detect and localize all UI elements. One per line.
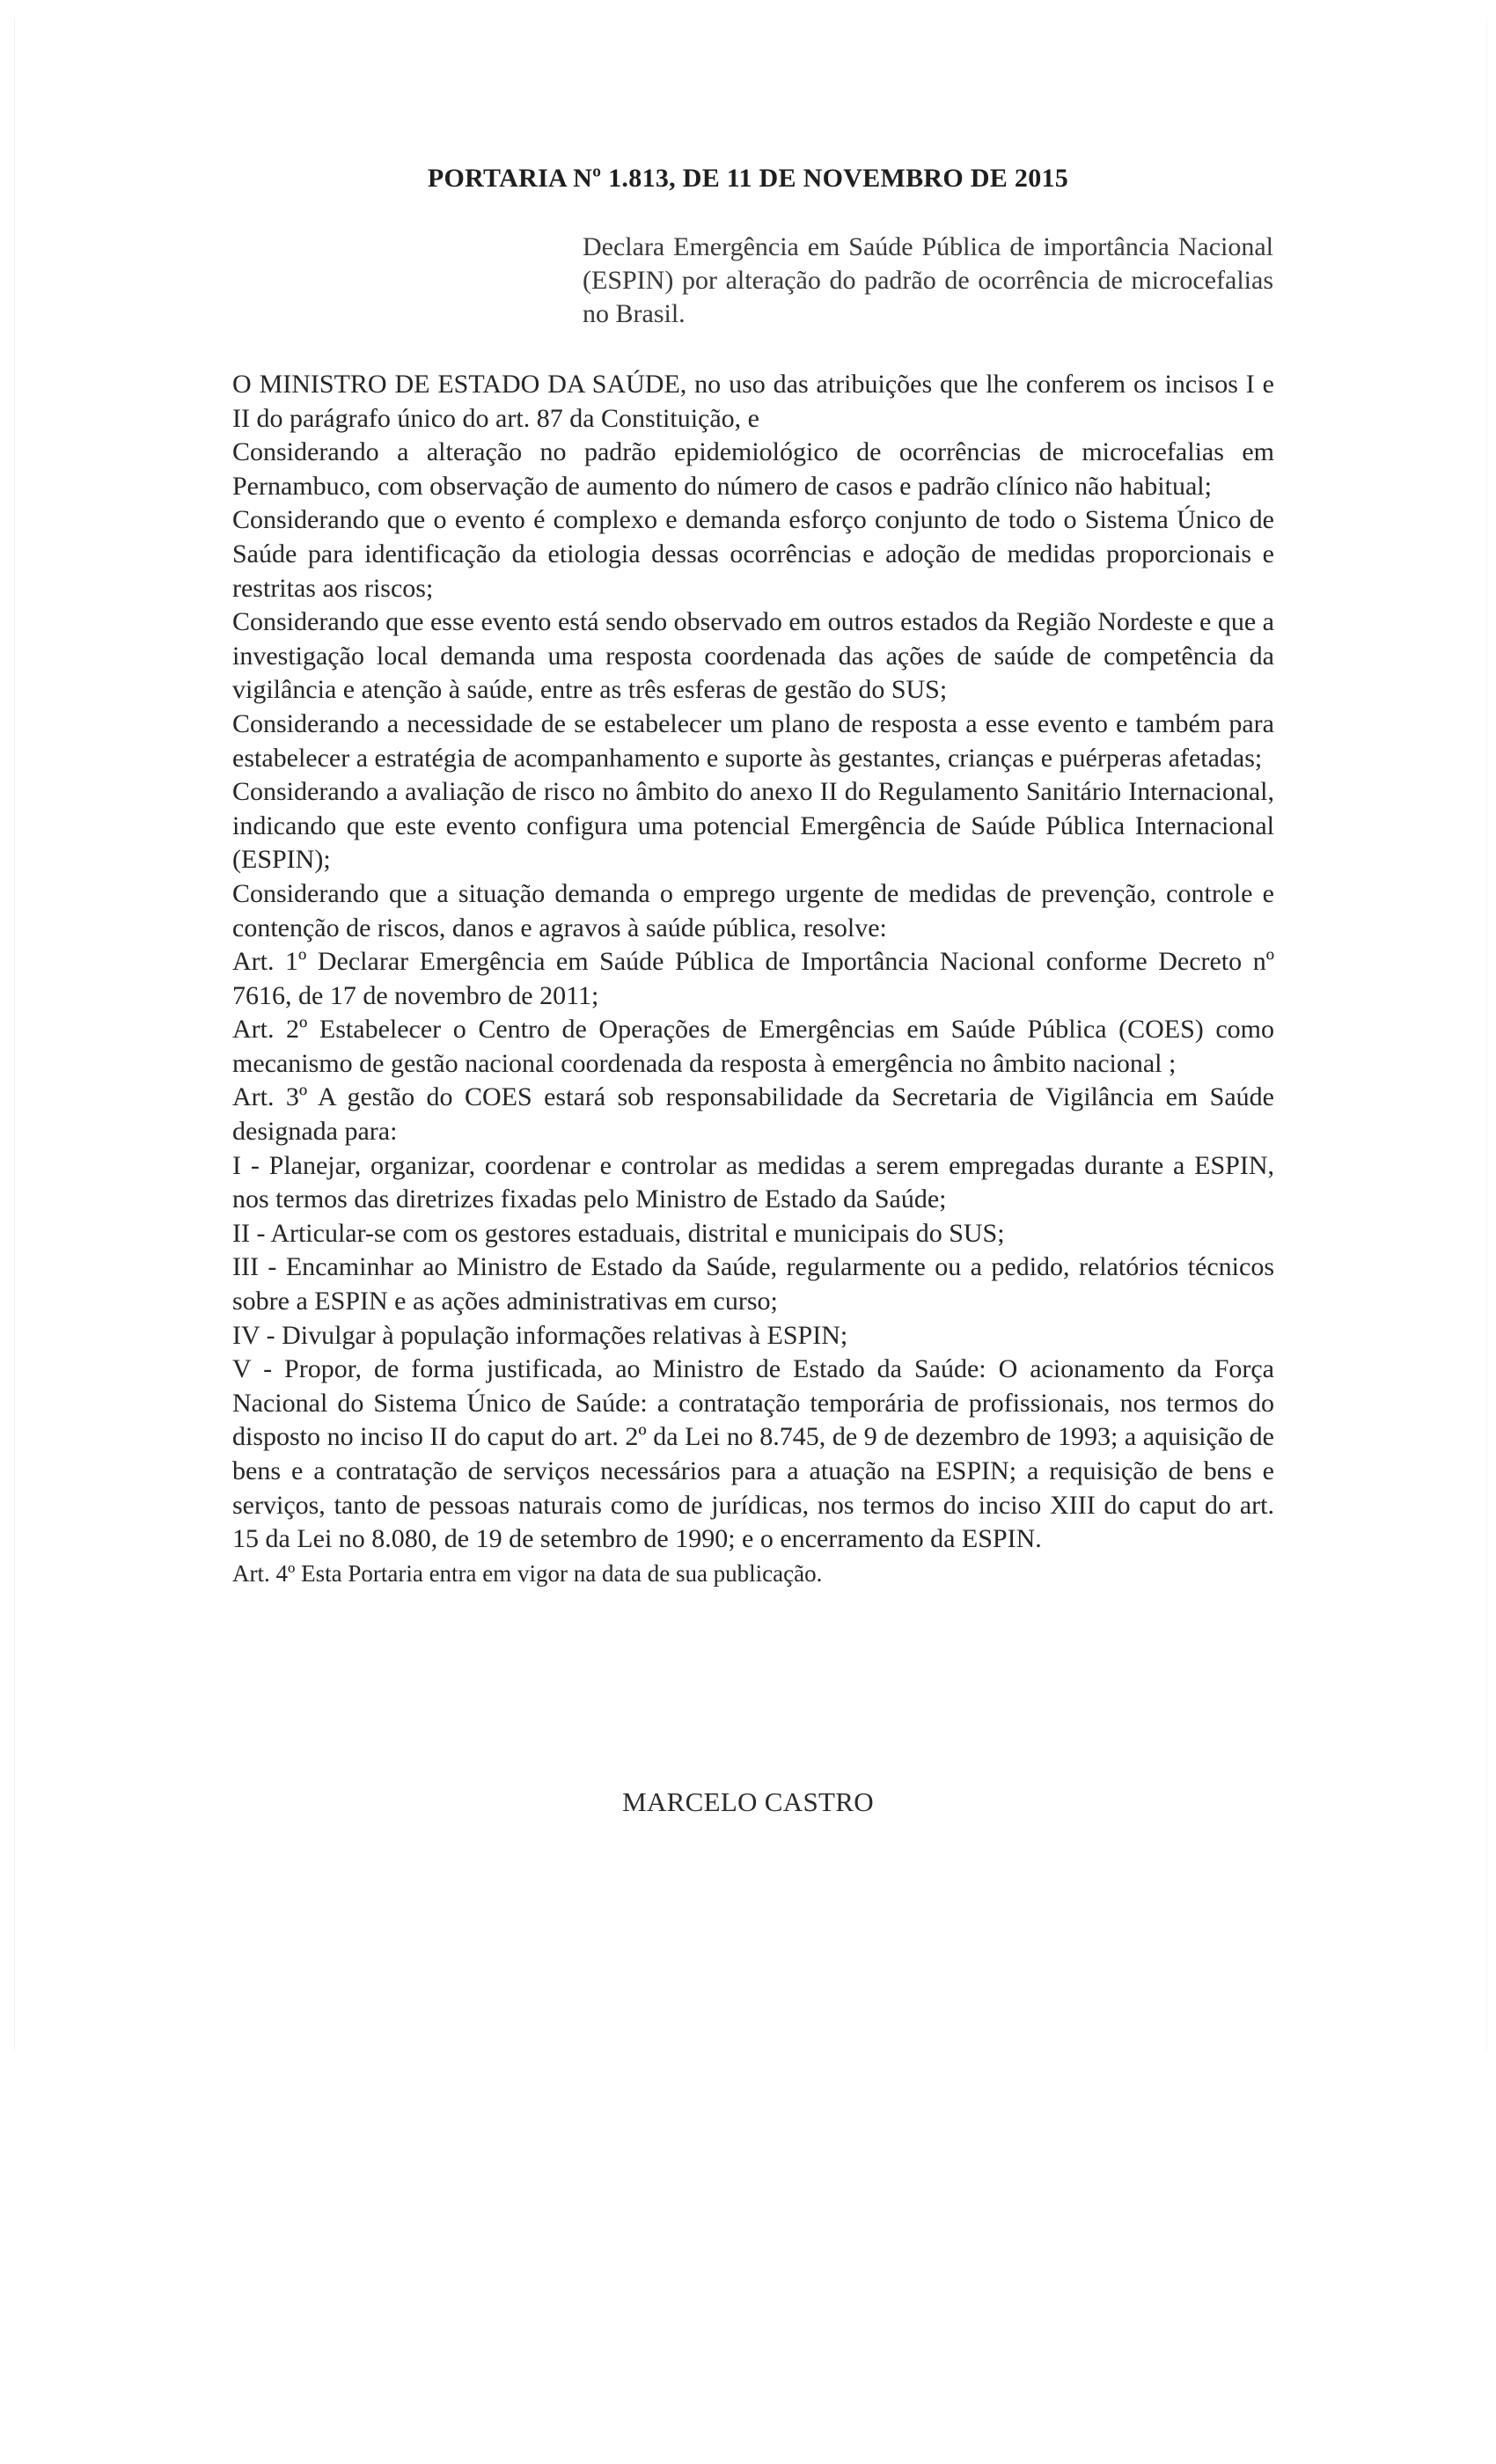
signature: MARCELO CASTRO [622, 1786, 874, 1817]
article-2: Art. 2º Estabelecer o Centro de Operações de Emergências em Saúde Pública (COES) como mecanismo de gestão nacional coordenada da resposta à emergência no âmbito nacional ; [232, 1015, 1274, 1078]
article-4: Art. 4º Esta Portaria entra em vigor na data de sua publicação. [232, 1559, 823, 1587]
preamble-paragraph: O MINISTRO DE ESTADO DA SAÚDE, no uso das atribuições que lhe conferem os incisos I e II do parágrafo único do art. 87 da Constituição, e [232, 370, 1274, 433]
considerando-paragraph: Considerando que a situação demanda o emprego urgente de medidas de prevenção, controle e contenção de riscos, danos e agravos à saúde pública, resolve: [232, 878, 1274, 942]
inciso-i: I - Planejar, organizar, coordenar e controlar as medidas a serem empregadas durante a ESPIN, nos termos das diretrizes fixadas pelo Ministro de Estado da Saúde; [232, 1150, 1274, 1214]
considerando-paragraph: Considerando a alteração no padrão epidemiológico de ocorrências de microcefalias em Pernambuco, com observação de aumento do número de casos e padrão clínico não habitual; [232, 437, 1274, 501]
document-ementa: Declara Emergência em Saúde Pública de importância Nacional (ESPIN) por alteração do padrão de ocorrência de microcefalias no Brasil. [583, 232, 1273, 328]
considerando-paragraph: Considerando que o evento é complexo e demanda esforço conjunto de todo o Sistema Único de Saúde para identificação da etiologia dessas ocorrências e adoção de medidas proporcionais e restritas aos riscos; [232, 505, 1274, 603]
document-body [232, 368, 1274, 1588]
inciso-iii: III - Encaminhar ao Ministro de Estado da Saúde, regularmente ou a pedido, relatórios técnicos sobre a ESPIN e as ações administrativas em curso; [232, 1252, 1274, 1316]
document-title: PORTARIA Nº 1.813, DE 11 DE NOVEMBRO DE 2015 [427, 164, 1069, 193]
considerando-paragraph: Considerando a necessidade de se estabelecer um plano de resposta a esse evento e também para estabelecer a estratégia de acompanhamento e suporte às gestantes, crianças e puérperas afetadas; [232, 708, 1274, 773]
considerando-paragraph: Considerando a avaliação de risco no âmbito do anexo II do Regulamento Sanitário Internacional, indicando que este evento configura uma potencial Emergência de Saúde Pública Internacional (ESPIN); [232, 777, 1274, 875]
inciso-v: V - Propor, de forma justificada, ao Ministro de Estado da Saúde: O acionamento da Força Nacional do Sistema Único de Saúde: a contratação temporária de profissionais, nos termos do disposto no inciso II do caput do art. 2º da Lei no 8.745, de 9 de dezembro de 1993; a aquisição de bens e a contratação de serviços necessários para a atuação na ESPIN; a requisição de bens e serviços, tanto de pessoas naturais como de jurídicas, nos termos do inciso XIII do caput do art. 15 da Lei no 8.080, de 19 de setembro de 1990; e o encerramento da ESPIN. [232, 1354, 1274, 1554]
article-1: Art. 1º Declarar Emergência em Saúde Pública de Importância Nacional conforme Decreto nº 7616, de 17 de novembro de 2011; [232, 947, 1274, 1010]
inciso-ii: II - Articular-se com os gestores estaduais, distrital e municipais do SUS; [232, 1218, 1005, 1248]
considerando-paragraph: Considerando que esse evento está sendo observado em outros estados da Região Nordeste e que a investigação local demanda uma resposta coordenada das ações de saúde de competência da vigilância e atenção à saúde, entre as três esferas de gestão do SUS; [232, 607, 1274, 705]
inciso-iv: IV - Divulgar à população informações relativas à ESPIN; [232, 1320, 848, 1350]
article-3: Art. 3º A gestão do COES estará sob responsabilidade da Secretaria de Vigilância em Saúde designada para: [232, 1082, 1274, 1147]
